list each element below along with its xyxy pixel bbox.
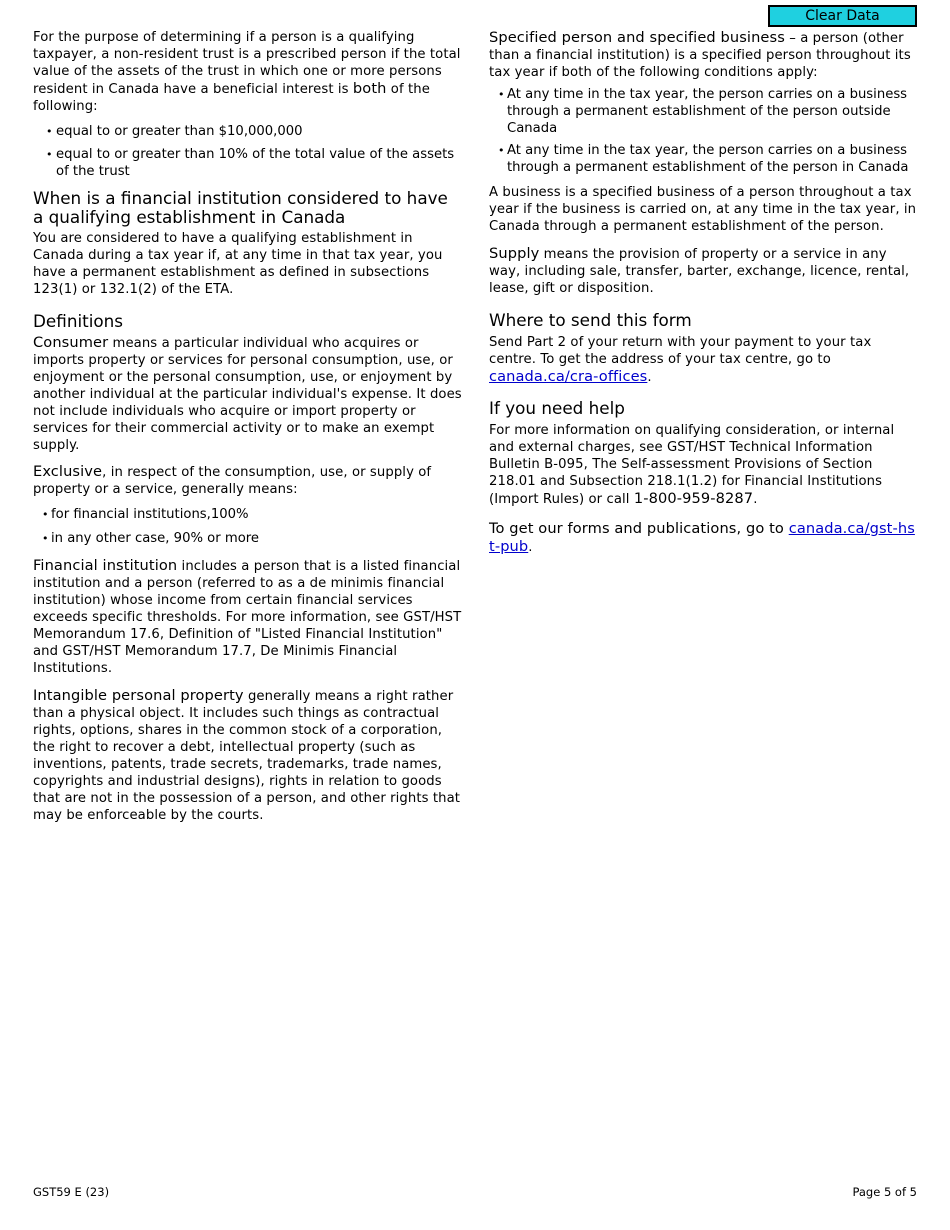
financial-institution-definition: Financial institution includes a person that is a listed financial institution and a person (referred to as a de minimis financial institution) whose income from certain financial services exceeds specific thresholds. For more information, see GST/HST Memorandum 17.6, Definition of "Listed Financial Institution" and GST/HST Memorandum 17.7, De Minimis Financial Institutions. (33, 557, 462, 676)
intangible-property-definition: Intangible personal property generally means a right rather than a physical object. It includes such things as contractual rights, options, shares in the common stock of a corporation, the right to recover a debt, intellectual property (such as inventions, patents, trade secrets, trademarks, trade names, copyrights and industrial designs), rights in relation to goods that are not in the possession of a person, and other rights that may be enforceable by the courts. (33, 687, 461, 823)
consumer-term: Consumer (33, 334, 109, 351)
right-column (489, 28, 917, 556)
qualifying-heading: When is a financial institution considered to have a qualifying establishment in Canada (33, 188, 448, 227)
help-paragraph: For more information on qualifying consideration, or internal and external charges, see GST/HST Technical Information Bulletin B-095, The Self-assessment Provisions of Section 218.01 and Subsection 218.1(1.2) for Financial Institutions (Import Rules) or call 1-800-959-8287. (489, 423, 895, 507)
cra-offices-link[interactable]: canada.ca/cra-offices (489, 368, 648, 385)
exclusive-definition: Exclusive, in respect of the consumption, use, or supply of property or a service, generally means: (33, 463, 432, 497)
list-item: • for financial institutions,100% (42, 507, 249, 522)
intangible-property-term: Intangible personal property (33, 687, 244, 704)
definitions-heading: Definitions (33, 311, 124, 331)
where-to-send-paragraph: Send Part 2 of your return with your payment to your tax centre. To get the address of your tax centre, go to canada.ca/cra-offices. (489, 335, 872, 385)
bullet-icon: • (46, 148, 53, 161)
bullet-icon: • (46, 125, 53, 138)
supply-definition: Supply means the provision of property or a service in any way, including sale, transfer, barter, exchange, licence, rental, lease, gift or disposition. (489, 245, 910, 296)
help-phone: 1-800-959-8287 (633, 490, 754, 507)
list-item: • At any time in the tax year, the person carries on a business through a permanent establishment of the person in Canada (498, 143, 909, 175)
supply-term: Supply (489, 245, 540, 262)
qualifying-paragraph: You are considered to have a qualifying establishment in Canada during a tax year if, at any time in that tax year, you have a permanent establishment as defined in subsections 123(1) or 132.1(2) of the ETA. (33, 231, 443, 297)
exclusive-term: Exclusive (33, 463, 103, 480)
form-id: GST59 E (23) (33, 1185, 110, 1199)
bullet-icon: • (42, 532, 49, 545)
forms-publications-link[interactable]: canada.ca/gst-hst-pub (489, 520, 915, 555)
intro-paragraph: For the purpose of determining if a person is a qualifying taxpayer, a non-resident trust is a prescribed person if the total value of the assets of the trust in which one or more persons resident in Canada have a beneficial interest is both of the following: (33, 30, 461, 114)
where-to-send-heading: Where to send this form (489, 310, 692, 330)
specified-definition: Specified person and specified business – a person (other than a financial institution) is a specified person throughout its tax year if both of the following conditions apply: (489, 29, 911, 80)
list-item: • At any time in the tax year, the person carries on a business through a permanent establishment of the person outside Canada (498, 87, 908, 136)
specified-bullet-list (489, 86, 917, 176)
intro-emphasis: both (352, 80, 387, 97)
specified-term: Specified person and specified business (489, 29, 785, 46)
left-column (33, 28, 463, 824)
forms-paragraph: To get our forms and publications, go to canada.ca/gst-hst-pub. (489, 520, 915, 555)
list-item: • equal to or greater than $10,000,000 (46, 124, 303, 139)
list-item: • in any other case, 90% or more (42, 531, 260, 546)
clear-data-button[interactable]: Clear Data (768, 5, 917, 27)
specified-business-paragraph: A business is a specified business of a person throughout a tax year if the business is carried on, at any time in the tax year, in Canada through a permanent establishment of the person. (489, 185, 917, 234)
exclusive-bullet-list (33, 506, 463, 547)
page-number: Page 5 of 5 (852, 1185, 917, 1199)
bullet-icon: • (498, 88, 505, 101)
consumer-definition: Consumer means a particular individual who acquires or imports property or services for personal consumption, use, or enjoyment or the personal consumption, use, or enjoyment by another individual at the particular individual's expense. It does not include individuals who acquire or import property or services for their commercial activity or to make an exempt supply. (33, 334, 462, 453)
list-item: • equal to or greater than 10% of the total value of the assets of the trust (46, 147, 455, 179)
intro-bullet-list (33, 123, 463, 180)
bullet-icon: • (498, 144, 505, 157)
financial-institution-term: Financial institution (33, 557, 178, 574)
bullet-icon: • (42, 508, 49, 521)
help-heading: If you need help (489, 398, 625, 418)
